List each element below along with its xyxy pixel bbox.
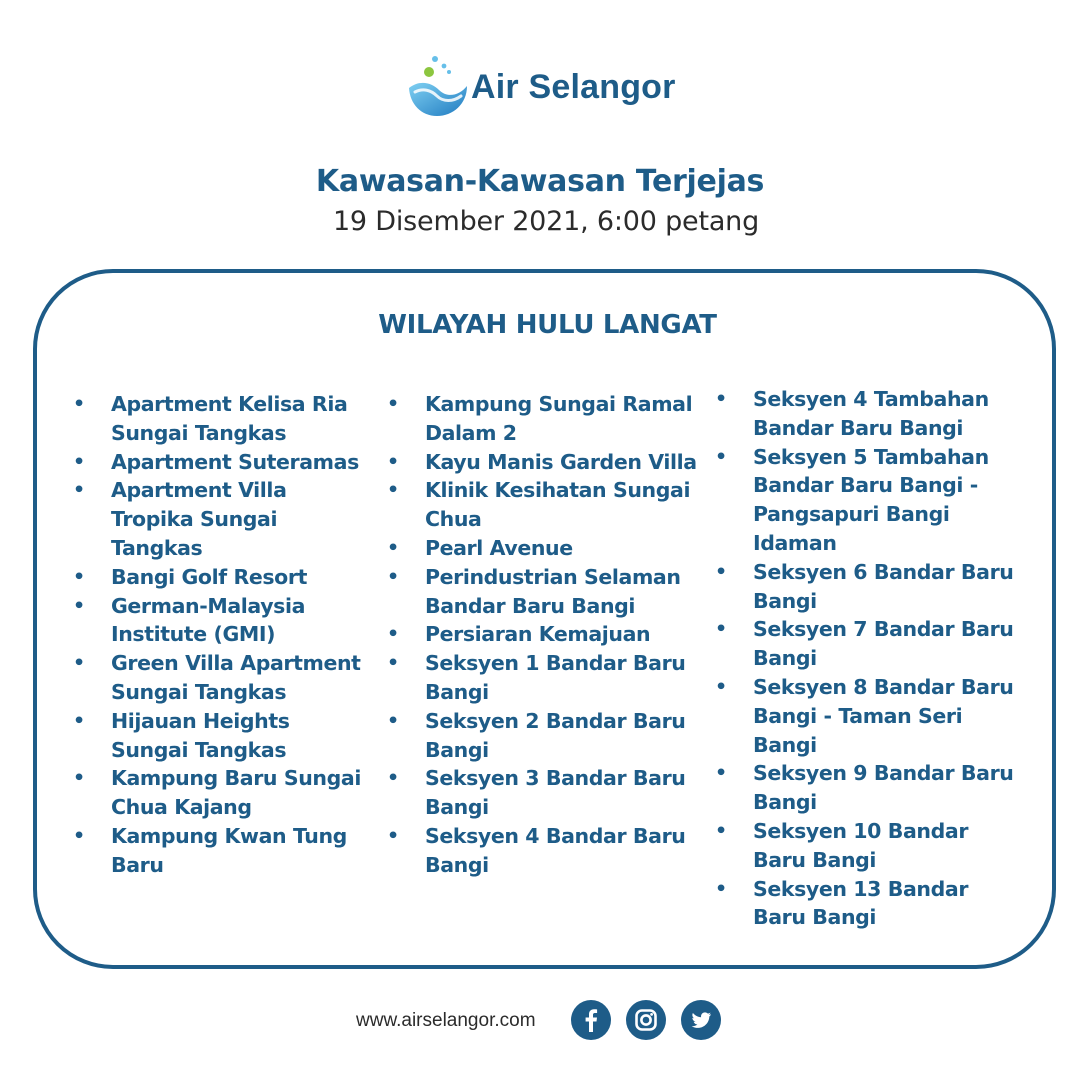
brand-name: Air Selangor (471, 68, 676, 106)
instagram-icon[interactable] (626, 1000, 666, 1040)
area-list-item: • Apartment Villa Tropika Sungai Tangkas (73, 476, 373, 562)
area-list-column-2 (387, 390, 697, 880)
area-list-item: • Seksyen 4 Tambahan Bandar Baru Bangi (715, 385, 1015, 443)
website-link[interactable]: www.airselangor.com (356, 1010, 536, 1031)
area-list-item: • Seksyen 13 Bandar Baru Bangi (715, 875, 1015, 933)
area-list-item: • Kampung Sungai Ramal Dalam 2 (387, 390, 697, 448)
area-list-item: • Kampung Kwan Tung Baru (73, 822, 373, 880)
page-subtitle-date: 19 Disember 2021, 6:00 petang (332, 206, 760, 237)
area-list-item: • Seksyen 2 Bandar Baru Bangi (387, 707, 697, 765)
area-list-item: • Klinik Kesihatan Sungai Chua (387, 476, 697, 534)
area-list-item: • Seksyen 7 Bandar Baru Bangi (715, 615, 1015, 673)
area-list-item: • Kayu Manis Garden Villa (387, 448, 697, 477)
area-list-item: • Persiaran Kemajuan (387, 620, 697, 649)
area-list-item: • Seksyen 4 Bandar Baru Bangi (387, 822, 697, 880)
area-list-item: • Kampung Baru Sungai Chua Kajang (73, 764, 373, 822)
area-list-item: • Perindustrian Selaman Bandar Baru Bangi (387, 563, 697, 621)
area-list-item: • Bangi Golf Resort (73, 563, 373, 592)
air-selangor-logo (405, 52, 705, 122)
area-list-item: • Apartment Kelisa Ria Sungai Tangkas (73, 390, 373, 448)
area-list-item: • Seksyen 9 Bandar Baru Bangi (715, 759, 1015, 817)
area-list-item: • German-Malaysia Institute (GMI) (73, 592, 373, 650)
area-list-item: • Hijauan Heights Sungai Tangkas (73, 707, 373, 765)
area-list-item: • Seksyen 6 Bandar Baru Bangi (715, 558, 1015, 616)
twitter-icon[interactable] (681, 1000, 721, 1040)
area-list-item: • Green Villa Apartment Sungai Tangkas (73, 649, 373, 707)
area-list-column-3 (715, 385, 1015, 932)
water-drop-wave-logo-icon (405, 52, 471, 122)
area-list-item: • Seksyen 3 Bandar Baru Bangi (387, 764, 697, 822)
facebook-icon[interactable] (571, 1000, 611, 1040)
area-list-item: • Seksyen 1 Bandar Baru Bangi (387, 649, 697, 707)
area-list-item: • Pearl Avenue (387, 534, 697, 563)
area-list-column-1 (73, 390, 373, 880)
area-list-item: • Apartment Suteramas (73, 448, 373, 477)
area-list-item: • Seksyen 5 Tambahan Bandar Baru Bangi - Pangsapuri Bangi Idaman (715, 443, 1015, 558)
region-heading: WILAYAH HULU LANGAT (378, 310, 717, 340)
page-title: Kawasan-Kawasan Terjejas (315, 164, 765, 199)
area-list-item: • Seksyen 10 Bandar Baru Bangi (715, 817, 1015, 875)
area-list-item: • Seksyen 8 Bandar Baru Bangi - Taman Seri Bangi (715, 673, 1015, 759)
